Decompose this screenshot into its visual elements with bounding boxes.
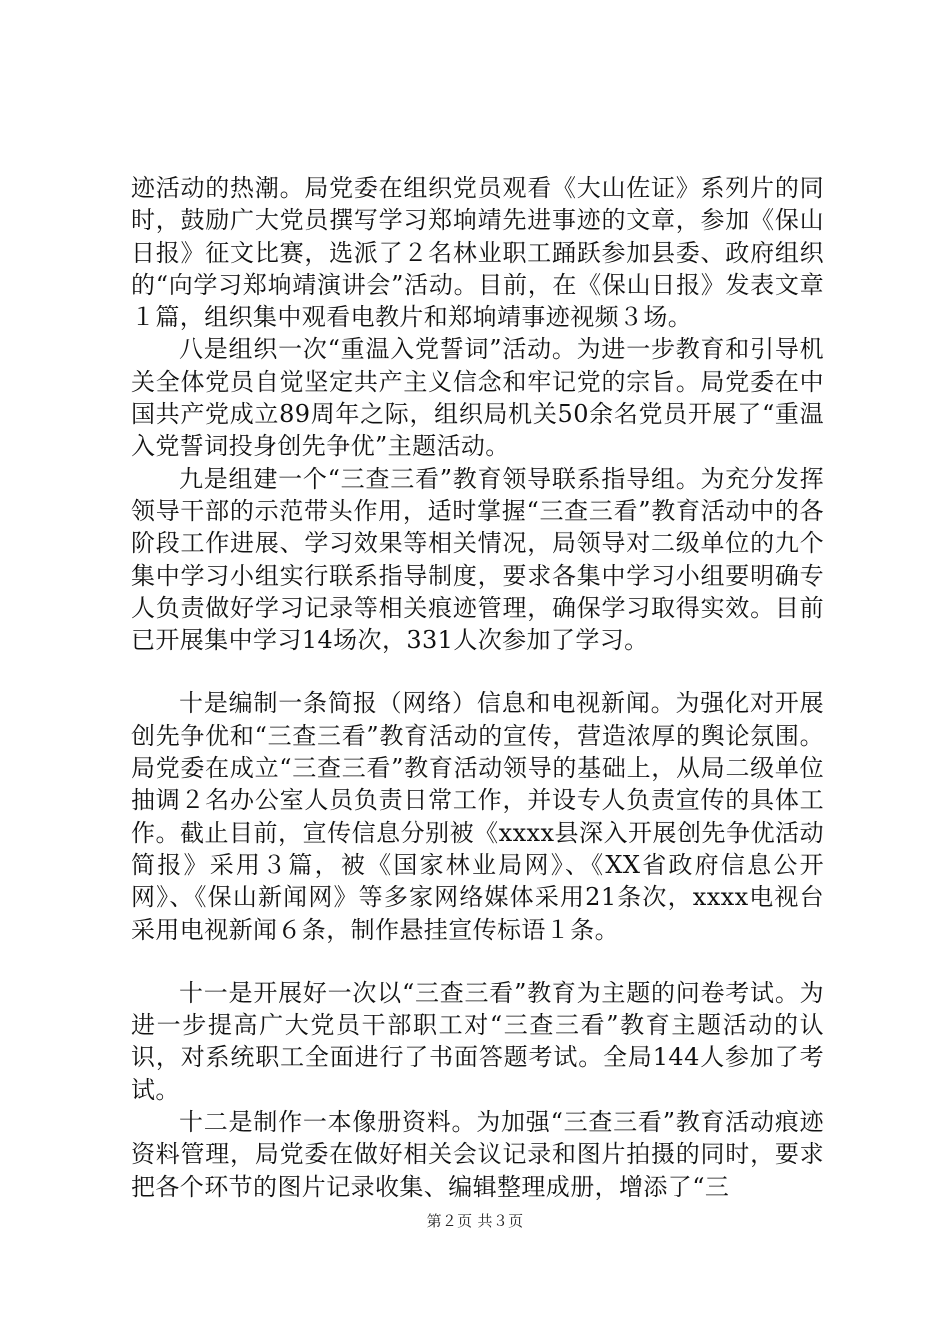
document-body: [131, 172, 824, 1203]
paragraph-spacer: [131, 946, 824, 977]
paragraph-item-10: 十是编制一条简报（网络）信息和电视新闻。为强化对开展创先争优和“三查三看”教育活动的宣传，营造浓厚的舆论氛围。局党委在成立“三查三看”教育活动领导的基础上，从局二级单位抽调２名办公室人员负责日常工作，并设专人负责宣传的具体工作。截止目前，宣传信息分别被《xxxx县深入开展创先争优活动简报》采用３篇，被《国家林业局网》、《XX省政府信息公开网》、《保山新闻网》等多家网络媒体采用21条次，xxxx电视台采用电视新闻６条，制作悬挂宣传标语１条。: [131, 689, 824, 944]
page-footer: 第２页 共３页: [426, 1212, 524, 1230]
paragraph-item-11: 十一是开展好一次以“三查三看”教育为主题的问卷考试。为进一步提高广大党员干部职工对“三查三看”教育主题活动的认识，对系统职工全面进行了书面答题考试。全局144人参加了考试。: [131, 978, 824, 1104]
paragraph-item-9: 九是组建一个“三查三看”教育领导联系指导组。为充分发挥领导干部的示范带头作用，适时掌握“三查三看”教育活动中的各阶段工作进展、学习效果等相关情况，局领导对二级单位的九个集中学习小组实行联系指导制度，要求各集中学习小组要明确专人负责做好学习记录等相关痕迹管理，确保学习取得实效。目前已开展集中学习14场次，331人次参加了学习。: [131, 464, 824, 655]
paragraph-item-12: 十二是制作一本像册资料。为加强“三查三看”教育活动痕迹资料管理，局党委在做好相关会议记录和图片拍摄的同时，要求把各个环节的图片记录收集、编辑整理成册，增添了“三: [131, 1108, 824, 1201]
paragraph-continuation: 迹活动的热潮。局党委在组织党员观看《大山佐证》系列片的同时，鼓励广大党员撰写学习郑垧靖先进事迹的文章，参加《保山日报》征文比赛，选派了２名林业职工踊跃参加县委、政府组织的“向学习郑垧靖演讲会”活动。目前，在《保山日报》发表文章１篇，组织集中观看电教片和郑垧靖事迹视频３场。: [131, 174, 824, 332]
paragraph-item-8: 八是组织一次“重温入党誓词”活动。为进一步教育和引导机关全体党员自觉坚定共产主义信念和牢记党的宗旨。局党委在中国共产党成立89周年之际，组织局机关50余名党员开展了“重温入党誓词投身创先争优”主题活动。: [131, 335, 824, 461]
paragraph-spacer: [131, 656, 824, 687]
